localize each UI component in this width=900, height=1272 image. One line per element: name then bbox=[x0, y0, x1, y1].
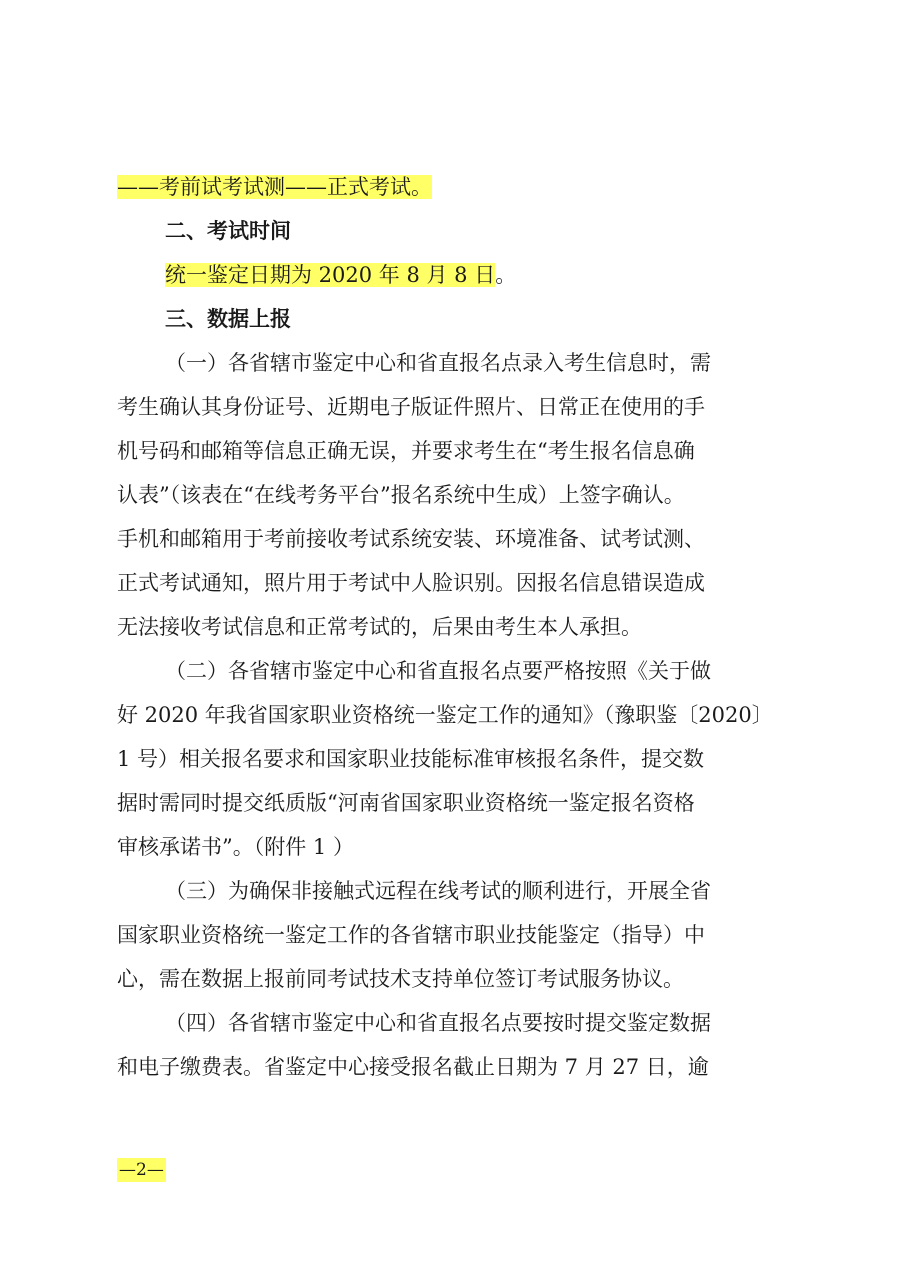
page-number: —2— bbox=[119, 1160, 164, 1180]
highlighted-text: 统一鉴定日期为 2020 年 8 月 8 日 bbox=[165, 263, 496, 287]
paragraph-line: （三）为确保非接触式远程在线考试的顺利进行，开展全省 bbox=[165, 879, 711, 903]
paragraph-line: 无法接收考试信息和正常考试的，后果由考生本人承担。 bbox=[117, 615, 642, 639]
paragraph-line: （二）各省辖市鉴定中心和省直报名点要严格按照《关于做 bbox=[165, 659, 711, 683]
paragraph-line: 心，需在数据上报前同考试技术支持单位签订考试服务协议。 bbox=[117, 967, 684, 991]
text-line bbox=[117, 170, 432, 204]
section-heading-exam-time: 二、考试时间 bbox=[165, 219, 291, 243]
paragraph-line: （一）各省辖市鉴定中心和省直报名点录入考生信息时，需 bbox=[165, 351, 711, 375]
text-line bbox=[165, 258, 516, 292]
paragraph-line: 手机和邮箱用于考前接收考试系统安装、环境准备、试考试测、 bbox=[117, 527, 705, 551]
punctuation: 。 bbox=[495, 263, 517, 287]
paragraph-line: （四）各省辖市鉴定中心和省直报名点要按时提交鉴定数据 bbox=[165, 1011, 711, 1035]
highlighted-text: ——考前试考试测——正式考试。 bbox=[117, 175, 432, 199]
paragraph-line: 好 2020 年我省国家职业资格统一鉴定工作的通知》（豫职鉴〔2020〕 bbox=[117, 703, 773, 727]
section-heading-data-report: 三、数据上报 bbox=[165, 307, 291, 331]
paragraph-line: 和电子缴费表。省鉴定中心接受报名截止日期为 7 月 27 日，逾 bbox=[117, 1055, 709, 1079]
paragraph-line: 考生确认其身份证号、近期电子版证件照片、日常正在使用的手 bbox=[117, 395, 705, 419]
paragraph-line: 1 号）相关报名要求和国家职业技能标准审核报名条件，提交数 bbox=[117, 747, 705, 771]
paragraph-line: 审核承诺书”。（附件 1 ） bbox=[117, 835, 354, 859]
paragraph-line: 国家职业资格统一鉴定工作的各省辖市职业技能鉴定（指导）中 bbox=[117, 923, 705, 947]
paragraph-line: 据时需同时提交纸质版“河南省国家职业资格统一鉴定报名资格 bbox=[117, 791, 695, 815]
paragraph-line: 机号码和邮箱等信息正确无误，并要求考生在“考生报名信息确 bbox=[117, 439, 695, 463]
paragraph-line: 认表”（该表在“在线考务平台”报名系统中生成）上签字确认。 bbox=[117, 483, 685, 507]
paragraph-line: 正式考试通知，照片用于考试中人脸识别。因报名信息错误造成 bbox=[117, 571, 705, 595]
